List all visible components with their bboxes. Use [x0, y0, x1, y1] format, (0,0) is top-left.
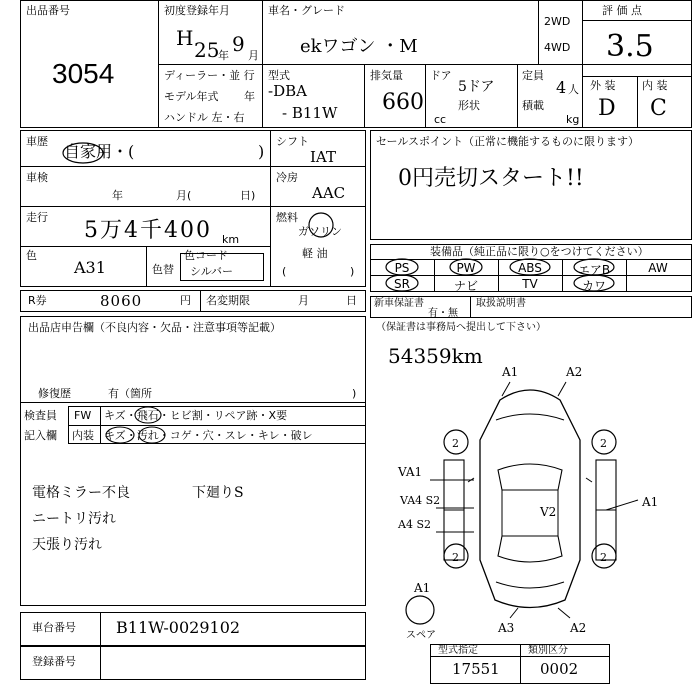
fuel-paren-open: ( [282, 265, 287, 278]
first-registration-year: 25 [194, 38, 220, 62]
shift-label: シフト [276, 135, 309, 148]
history-label: 車歴 [26, 135, 48, 148]
ac-value: AAC [312, 184, 346, 202]
diesel-label: 軽 油 [302, 247, 328, 260]
model-type-label: 型式 [268, 69, 290, 82]
type-designation-label: 型式指定 [438, 645, 478, 656]
displacement-label: 排気量 [370, 69, 403, 82]
repair-history-value: 有（箇所 [108, 387, 152, 400]
inspection-year: 年 [112, 189, 123, 202]
exterior-label: 外 装 [590, 79, 616, 92]
damage-mark: A2 [570, 621, 587, 635]
color-code-label: 色コード [184, 249, 228, 262]
history-close: ) [258, 142, 265, 161]
ac-label: 冷房 [276, 171, 298, 184]
mileage-label: 走行 [26, 211, 48, 224]
damage-mark: 2 [452, 437, 459, 450]
report-label: 出品店申告欄（不良内容・欠品・注意事項等記載） [28, 321, 281, 334]
color-label: 色 [26, 249, 37, 262]
chassis-number-label: 車台番号 [32, 621, 76, 634]
equipment-leather: カワ [581, 279, 606, 293]
color-change-label: 色替 [152, 263, 174, 276]
doors-label: ドア [430, 69, 452, 82]
damage-mark: VA4 S2 [400, 494, 441, 507]
vehicle-damage-diagram [370, 360, 692, 642]
deadline-month: 月 [298, 294, 309, 307]
damage-mark: VA1 [398, 465, 423, 479]
vehicle-name-grade: ekワゴン ・M [300, 36, 418, 57]
recycle-unit: 円 [180, 294, 191, 307]
entry-label: 記入欄 [24, 429, 57, 442]
shape-label: 形状 [458, 99, 480, 112]
damage-mark: V2 [540, 505, 557, 519]
inspection-day: 日) [240, 189, 256, 202]
equipment-navi: ナビ [453, 279, 478, 293]
evaluation-score: 3.5 [606, 29, 654, 64]
diagram-mileage-note: 54359km [388, 344, 483, 368]
model-type-value: -DBA [268, 82, 307, 100]
equipment-label: 装備品（純正品に限り○をつけてください） [430, 245, 649, 258]
mileage-value: 5万4千400 [84, 218, 212, 243]
inspection-label: 車検 [26, 171, 48, 184]
load-label: 積載 [522, 99, 544, 112]
report-note-2: ニートリ汚れ [32, 511, 116, 527]
circle-mark-icon [306, 210, 336, 240]
history-value: 自家用・( [64, 142, 135, 161]
dealer-label: ディーラー・並 行 [164, 69, 255, 82]
shift-value: IAT [310, 148, 336, 166]
name-change-deadline-label: 名変期限 [206, 294, 250, 307]
chassis-number-value: B11W-0029102 [116, 618, 241, 637]
capacity-label: 定員 [522, 69, 544, 82]
fw-label: FW [74, 409, 92, 422]
model-type-value-2: - B11W [282, 104, 338, 122]
lot-number-label: 出品番号 [26, 4, 70, 17]
damage-mark: A2 [566, 365, 583, 379]
drive-4wd: 4WD [544, 41, 571, 54]
capacity-value: 4 [556, 78, 567, 97]
model-year-unit: 年 [244, 90, 255, 103]
equipment-ps: PS [394, 261, 410, 275]
equipment-sr: SR [394, 277, 410, 291]
report-note-1: 電格ミラー不良 [32, 485, 130, 501]
first-registration-label: 初度登録年月 [164, 4, 230, 17]
fuel-paren-close: ) [350, 265, 355, 278]
displacement-value: 660 [382, 90, 424, 115]
vehicle-name-label: 車名・グレード [268, 4, 345, 17]
report-box [20, 316, 366, 606]
lot-number: 3054 [52, 58, 115, 89]
selling-points-value: 0円売切スタート!! [398, 166, 584, 191]
inspector-label: 検査員 [24, 409, 57, 422]
warranty-label: 新車保証書 [374, 298, 424, 309]
interior-row-label: 内装 [72, 429, 94, 442]
report-note-3: 天張り汚れ [32, 537, 102, 553]
capacity-unit: 人 [568, 83, 579, 96]
damage-mark: A4 S2 [398, 518, 431, 531]
damage-mark: A1 [502, 365, 519, 379]
doors-value: 5ドア [458, 79, 495, 95]
equipment-abs: ABS [518, 261, 542, 275]
circle-mark-icon [60, 140, 110, 166]
drive-2wd: 2WD [544, 15, 571, 28]
color-code-value: シルバー [190, 265, 233, 278]
fuel-value: ガソリン [298, 225, 342, 238]
damage-mark: A3 [498, 621, 515, 635]
fw-items: キズ・飛石・ヒビ割・リペア跡・X要 [104, 409, 288, 422]
first-registration-era: H [176, 26, 194, 50]
damage-mark: 2 [600, 551, 607, 564]
interior-label: 内 装 [642, 79, 668, 92]
equipment-tv: TV [522, 277, 538, 291]
warranty-note: （保証書は事務局へ提出して下さい） [376, 322, 546, 333]
fuel-label: 燃料 [276, 211, 298, 224]
equipment-aw: AW [648, 261, 668, 275]
deadline-day: 日 [346, 294, 357, 307]
damage-mark: 2 [600, 437, 607, 450]
manual-label: 取扱説明書 [476, 298, 526, 309]
category-value: 0002 [540, 660, 579, 678]
recycle-row [20, 290, 366, 312]
inspection-month: 月( [176, 189, 192, 202]
spare-label: スペア [406, 630, 436, 641]
recycle-label: R券 [28, 294, 47, 307]
type-designation-value: 17551 [452, 660, 500, 678]
handle-label: ハンドル 左・右 [164, 111, 245, 124]
equipment-pw: PW [456, 261, 476, 275]
damage-mark: A1 [414, 581, 431, 595]
mileage-unit: km [222, 233, 240, 246]
model-year-label: モデル年式 [164, 90, 219, 103]
recycle-value: 8060 [100, 292, 143, 310]
repair-history-close: ) [352, 387, 357, 400]
load-unit: kg [566, 113, 580, 126]
damage-mark: A1 [642, 495, 659, 509]
category-label: 類別区分 [528, 645, 568, 656]
first-registration-month-unit: 月 [248, 49, 259, 62]
evaluation-label: 評 価 点 [602, 4, 642, 17]
equipment-airbag: エアB [577, 263, 611, 277]
interior-items: キズ・汚れ・コゲ・穴・スレ・キレ・破レ [104, 429, 313, 442]
exterior-grade: D [598, 96, 616, 121]
selling-points-label: セールスポイント（正常に機能するものに限ります） [376, 135, 640, 148]
inspection-circle-marks [100, 404, 366, 444]
warranty-options: 有・無 [428, 308, 458, 319]
report-note-4: 下廻りS [192, 485, 244, 501]
repair-history-label: 修復歴 [38, 387, 71, 400]
registration-number-label: 登録番号 [32, 655, 76, 668]
displacement-unit: cc [434, 113, 447, 126]
color-value: A31 [74, 258, 106, 277]
equipment-circle-marks [370, 258, 692, 292]
first-registration-year-unit: 年 [218, 49, 229, 62]
first-registration-month: 9 [232, 32, 245, 56]
interior-grade: C [650, 96, 667, 121]
damage-mark: 2 [452, 551, 459, 564]
